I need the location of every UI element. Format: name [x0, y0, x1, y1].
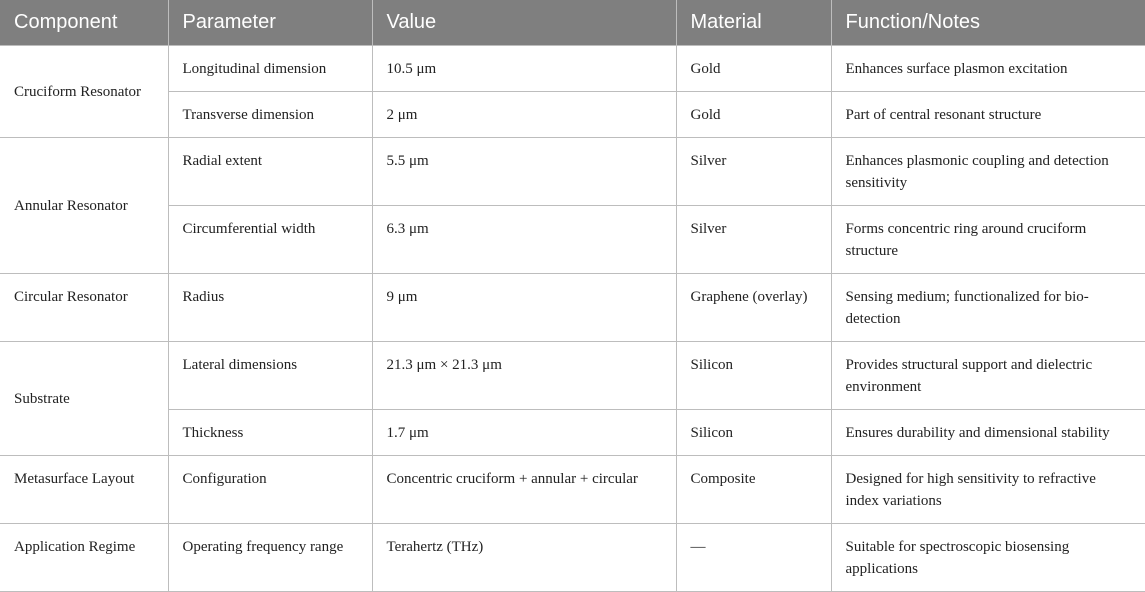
material-cell: Silver	[676, 206, 831, 274]
table-row	[0, 342, 1145, 410]
component-cell: Annular Resonator	[0, 138, 168, 274]
table-row	[0, 206, 1145, 274]
table-body	[0, 46, 1145, 592]
material-cell: Composite	[676, 456, 831, 524]
table-row	[0, 456, 1145, 524]
notes-cell: Suitable for spectroscopic biosensing applications	[831, 524, 1145, 592]
parameter-cell: Lateral dimensions	[168, 342, 372, 410]
header-component: Component	[0, 0, 168, 46]
header-notes: Function/Notes	[831, 0, 1145, 46]
value-cell: 2 μm	[372, 92, 676, 138]
material-cell: Gold	[676, 46, 831, 92]
material-cell: Graphene (overlay)	[676, 274, 831, 342]
parameter-cell: Transverse dimension	[168, 92, 372, 138]
value-cell: Concentric cruciform + annular + circular	[372, 456, 676, 524]
header-material: Material	[676, 0, 831, 46]
material-cell: Silver	[676, 138, 831, 206]
value-cell: 6.3 μm	[372, 206, 676, 274]
notes-cell: Designed for high sensitivity to refractive index variations	[831, 456, 1145, 524]
notes-cell: Enhances surface plasmon excitation	[831, 46, 1145, 92]
material-cell: Silicon	[676, 342, 831, 410]
table-row	[0, 410, 1145, 456]
notes-cell: Sensing medium; functionalized for bio-detection	[831, 274, 1145, 342]
value-cell: 9 μm	[372, 274, 676, 342]
value-cell: Terahertz (THz)	[372, 524, 676, 592]
parameter-cell: Configuration	[168, 456, 372, 524]
notes-cell: Provides structural support and dielectric environment	[831, 342, 1145, 410]
parameter-cell: Radial extent	[168, 138, 372, 206]
header-value: Value	[372, 0, 676, 46]
component-cell: Metasurface Layout	[0, 456, 168, 524]
table-row	[0, 274, 1145, 342]
parameter-cell: Thickness	[168, 410, 372, 456]
value-cell: 21.3 μm × 21.3 μm	[372, 342, 676, 410]
material-cell: —	[676, 524, 831, 592]
component-cell: Circular Resonator	[0, 274, 168, 342]
header-parameter: Parameter	[168, 0, 372, 46]
parameter-cell: Longitudinal dimension	[168, 46, 372, 92]
value-cell: 1.7 μm	[372, 410, 676, 456]
parameter-cell: Circumferential width	[168, 206, 372, 274]
value-cell: 5.5 μm	[372, 138, 676, 206]
header-row	[0, 0, 1145, 46]
material-cell: Gold	[676, 92, 831, 138]
parameter-cell: Operating frequency range	[168, 524, 372, 592]
table-row	[0, 46, 1145, 92]
notes-cell: Enhances plasmonic coupling and detection sensitivity	[831, 138, 1145, 206]
component-cell: Cruciform Resonator	[0, 46, 168, 138]
notes-cell: Part of central resonant structure	[831, 92, 1145, 138]
notes-cell: Ensures durability and dimensional stability	[831, 410, 1145, 456]
table-row	[0, 92, 1145, 138]
table-row	[0, 138, 1145, 206]
notes-cell: Forms concentric ring around cruciform structure	[831, 206, 1145, 274]
component-cell: Application Regime	[0, 524, 168, 592]
material-cell: Silicon	[676, 410, 831, 456]
table-row	[0, 524, 1145, 592]
table-header	[0, 0, 1145, 46]
parameter-cell: Radius	[168, 274, 372, 342]
component-cell: Substrate	[0, 342, 168, 456]
value-cell: 10.5 μm	[372, 46, 676, 92]
